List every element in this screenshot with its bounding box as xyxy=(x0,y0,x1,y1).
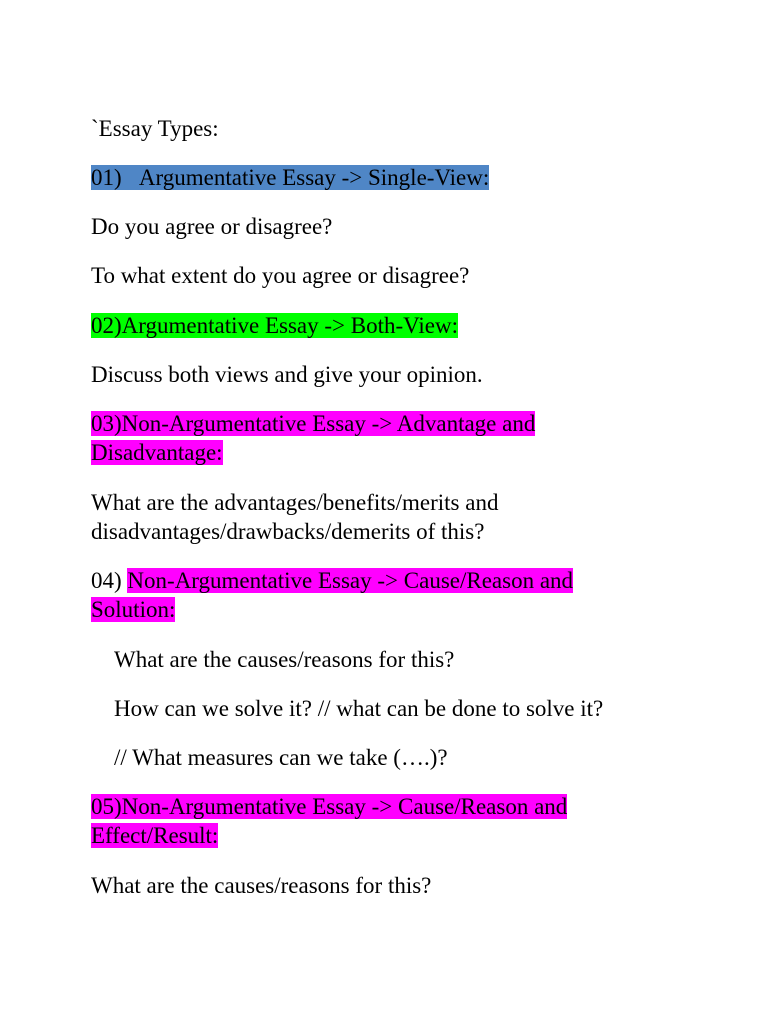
section-03-heading xyxy=(91,409,535,438)
document-title: `Essay Types: xyxy=(91,116,219,141)
section-number: 04) xyxy=(91,568,122,593)
section-title: Effect/Result: xyxy=(91,823,219,848)
question-text: Do you agree or disagree? xyxy=(91,214,333,239)
section-01-heading xyxy=(91,163,489,192)
section-03-heading-cont xyxy=(91,438,223,467)
section-title: Argumentative Essay -> Single-View: xyxy=(138,165,490,190)
question-text: To what extent do you agree or disagree? xyxy=(91,263,470,288)
question-text: How can we solve it? // what can be done to solve it? xyxy=(114,696,604,721)
section-title: Non-Argumentative Essay -> Cause/Reason and xyxy=(121,794,568,819)
question-text: What are the causes/reasons for this? xyxy=(91,873,432,898)
section-title: Solution: xyxy=(91,597,176,622)
section-05-heading-cont xyxy=(91,821,218,850)
section-number: 02) xyxy=(91,313,122,338)
question-text: // What measures can we take (….)? xyxy=(114,745,448,770)
section-title: Non-Argumentative Essay -> Cause/Reason and xyxy=(127,568,574,593)
section-05-heading xyxy=(91,792,567,821)
section-04-heading-cont xyxy=(91,595,175,624)
section-title: Argumentative Essay -> Both-View: xyxy=(121,313,458,338)
question-text: disadvantages/drawbacks/demerits of this? xyxy=(91,519,485,544)
section-02-heading xyxy=(91,311,458,340)
section-04-heading xyxy=(91,566,573,595)
section-number: 01) xyxy=(91,165,139,190)
section-title: Non-Argumentative Essay -> Advantage and xyxy=(121,411,536,436)
section-number: 05) xyxy=(91,794,122,819)
section-number: 03) xyxy=(91,411,122,436)
question-text: What are the advantages/benefits/merits and xyxy=(91,490,499,515)
section-title: Disadvantage: xyxy=(91,440,223,465)
question-text: What are the causes/reasons for this? xyxy=(114,647,455,672)
question-text: Discuss both views and give your opinion. xyxy=(91,362,483,387)
